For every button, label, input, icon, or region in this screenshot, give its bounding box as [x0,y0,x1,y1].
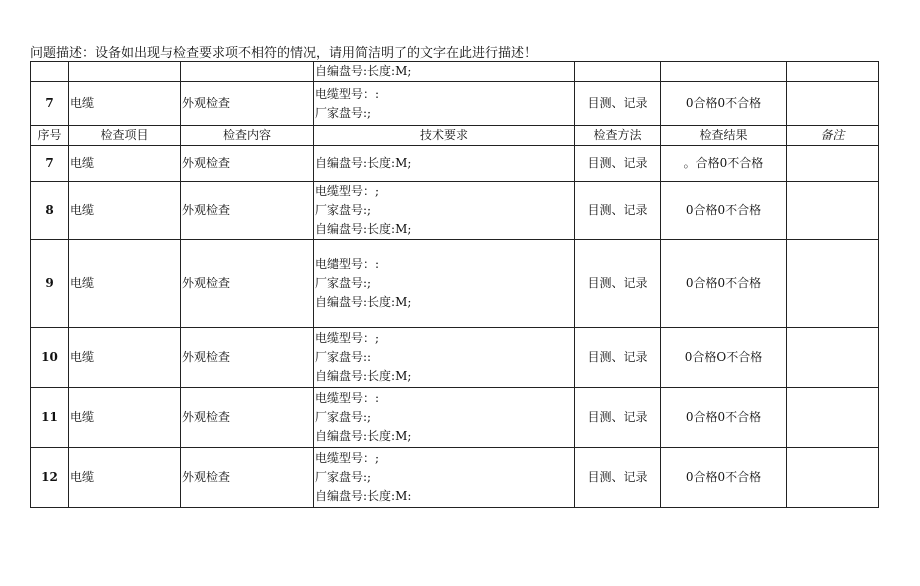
header-requirement: 技术要求 [314,126,575,146]
content-cell: 外观检查 [181,182,314,240]
header-remark: 备注 [787,126,879,146]
requirement-line: 电缆型号：: [315,391,380,405]
result-cell: 。合格0不合格 [661,146,787,182]
header-method: 检查方法 [575,126,661,146]
requirement-line: 电缆型号：; [315,331,380,345]
requirement-line: 自编盘号:长度:M: [315,489,412,503]
requirement-line: 电缆型号：: [315,86,380,101]
method-cell: 目测、记录 [575,146,661,182]
table-header-row [31,126,879,146]
remark-cell [787,182,879,240]
requirement-cell [314,62,575,82]
requirement-line: 自编盘号:长度:M; [315,295,412,309]
method-cell: 目测、记录 [575,448,661,508]
requirement-line: 厂家盘号:; [315,470,372,484]
remark-cell [787,388,879,448]
requirement-cell [314,182,575,240]
remark-cell [787,240,879,328]
result-cell: 0合格O不合格 [661,328,787,388]
requirement-line: 厂家盘号:: [315,350,372,364]
result-cell: 0合格0不合格 [661,240,787,328]
result-cell [661,62,787,82]
result-cell: 0合格0不合格 [661,388,787,448]
header-item: 检查项目 [69,126,181,146]
item-cell: 电缆 [69,182,181,240]
requirement-line: 电缆型号：; [315,451,380,465]
header-content: 检查内容 [181,126,314,146]
seq-cell: 12 [31,448,69,508]
problem-description-note: 问题描述：设备如出现与检查要求项不相符的情况，请用简洁明了的文字在此进行描述！ [30,46,538,61]
header-seq: 序号 [31,126,69,146]
seq-cell: 10 [31,328,69,388]
seq-cell [31,62,69,82]
table-row [31,146,879,182]
requirement-cell [314,82,575,126]
method-cell: 目测、记录 [575,182,661,240]
content-cell: 外观检查 [181,448,314,508]
requirement-cell [314,388,575,448]
requirement-line: 厂家盘号:; [315,276,372,290]
requirement-cell [314,448,575,508]
content-cell [181,62,314,82]
requirement-line: 自编盘号:长度:M; [315,369,412,383]
table-row [31,328,879,388]
requirement-line: 自编盘号:长度:M; [315,222,412,236]
method-cell [575,62,661,82]
method-cell: 目测、记录 [575,240,661,328]
table-row [31,62,879,82]
seq-cell: 9 [31,240,69,328]
remark-cell [787,62,879,82]
content-cell: 外观检查 [181,240,314,328]
remark-cell [787,448,879,508]
content-cell: 外观检查 [181,328,314,388]
result-cell: 0合格0不合格 [661,448,787,508]
item-cell: 电缆 [69,82,181,126]
requirement-line: 电缱型号：: [315,257,380,271]
requirement-cell [314,146,575,182]
seq-cell: 7 [31,146,69,182]
table-row [31,182,879,240]
item-cell: 电缆 [69,328,181,388]
method-cell: 目测、记录 [575,388,661,448]
requirement-line: 厂家盘号:; [315,105,372,120]
item-cell: 电缆 [69,146,181,182]
remark-cell [787,328,879,388]
header-result: 检查结果 [661,126,787,146]
item-cell: 电缆 [69,448,181,508]
requirement-line: 自编盘号:长度:M; [315,156,412,170]
requirement-line: 电缆型号：; [315,184,380,198]
table-row [31,448,879,508]
inspection-table [30,61,879,508]
remark-cell [787,82,879,126]
requirement-line: 自编盘号:长度:M; [315,429,412,443]
requirement-line: 自编盘号:长度:M; [315,64,412,78]
method-cell: 目测、记录 [575,82,661,126]
seq-cell: 8 [31,182,69,240]
content-cell: 外观检查 [181,82,314,126]
item-cell: 电缆 [69,388,181,448]
table-row [31,240,879,328]
table-row [31,82,879,126]
content-cell: 外观检查 [181,388,314,448]
content-cell: 外观检查 [181,146,314,182]
seq-cell: 11 [31,388,69,448]
table-row [31,388,879,448]
item-cell [69,62,181,82]
result-cell: 0合格0不合格 [661,82,787,126]
seq-cell: 7 [31,82,69,126]
result-cell: 0合格0不合格 [661,182,787,240]
requirement-cell [314,328,575,388]
method-cell: 目测、记录 [575,328,661,388]
item-cell: 电缆 [69,240,181,328]
requirement-cell [314,240,575,328]
requirement-line: 厂家盘号:; [315,203,372,217]
remark-cell [787,146,879,182]
requirement-line: 厂家盘号:; [315,410,372,424]
